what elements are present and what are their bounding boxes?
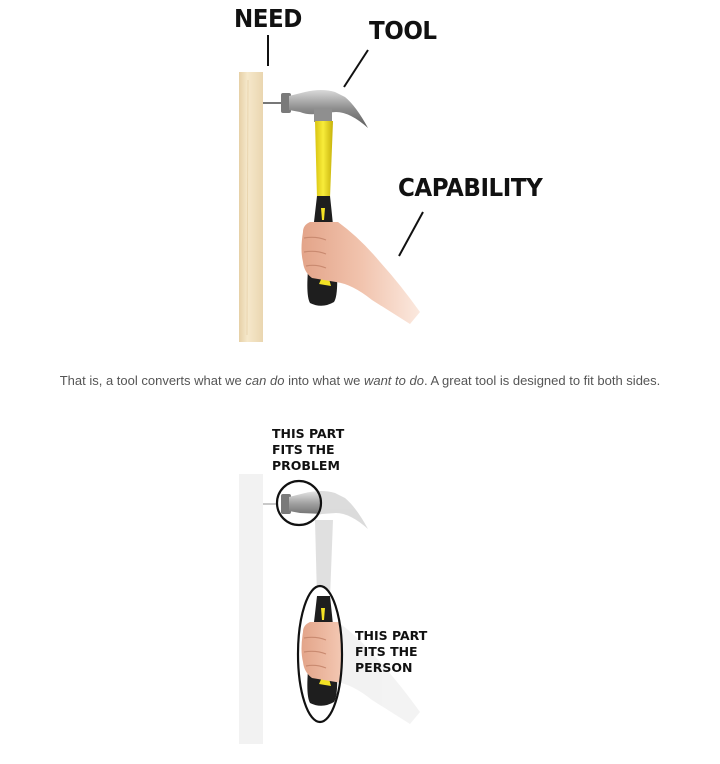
caption-text [0, 373, 720, 388]
faded-wood-plank [239, 474, 263, 744]
hand [302, 222, 421, 324]
wood-plank [239, 72, 263, 342]
problem-part-label: THIS PART FITS THE PROBLEM [272, 426, 345, 473]
caption-emphasis-1: can do [245, 373, 285, 388]
person-part-label: THIS PART FITS THE PERSON [355, 628, 428, 675]
caption-part-2: into what we [284, 373, 364, 388]
caption-part-1: That is, a tool converts what we [59, 373, 246, 388]
caption-emphasis-2: want to do [363, 373, 424, 388]
need-label: NEED [234, 4, 302, 33]
top-illustration [0, 0, 720, 360]
tool-label: TOOL [369, 16, 437, 45]
capability-pointer [399, 212, 423, 256]
capability-label: CAPABILITY [398, 173, 543, 202]
caption-part-3: . A great tool is designed to fit both sides. [423, 373, 661, 388]
tool-pointer [344, 50, 368, 87]
bottom-illustration [0, 420, 720, 760]
